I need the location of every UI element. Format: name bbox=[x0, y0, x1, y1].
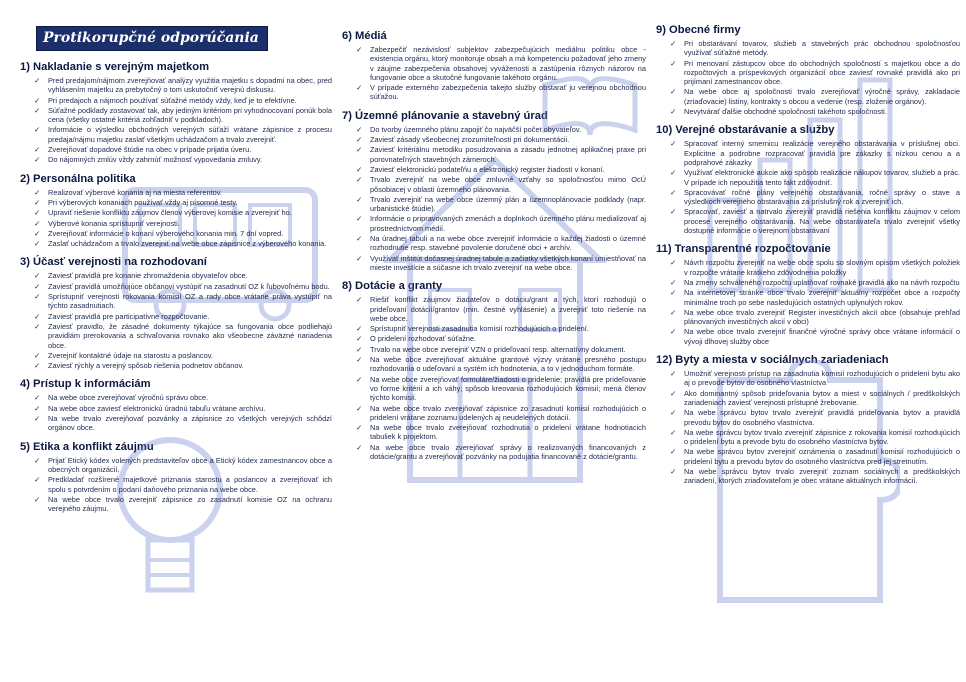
list-item: ✓ Na webe trvalo zverejňovať pozvánky a zápisnice zo všetkých verejných schôdzí orgánov obce. bbox=[34, 414, 332, 433]
list-item: ✓ Na webe obce trvalo zverejňovať zápisnice zo zasadnutí komisií rozhodujúcich o pridelení vrátane zoznamu udelených aj neudelených dotácií. bbox=[356, 404, 646, 423]
list-item: ✓ Na webe správcu bytov trvalo zverejniť pravidlá prideľovania bytov a pravidlá prevodu bytov do osobného vlastníctva. bbox=[670, 408, 960, 427]
list-item: ✓ Zverejňovať dopadové štúdie na obec v prípade prijatia úveru. bbox=[34, 145, 332, 154]
list-item: ✓ Sprístupniť verejnosti rokovania komisií OZ a rady obce vrátane práva vystúpiť na týchto zasadnutiach. bbox=[34, 292, 332, 311]
list-item: ✓ Zverejňovať informácie o konaní výberového konania min. 7 dní vopred. bbox=[34, 229, 332, 238]
list-item: ✓ Zaviesť pravidlá umožňujúce občanovi vystúpiť na zasadnutí OZ k ľubovoľnému bodu. bbox=[34, 282, 332, 291]
list-item: ✓ Na webe obce zverejňovať výročnú správu obce. bbox=[34, 393, 332, 402]
list-item: ✓ Pred predajom/nájmom zverejňovať analýzy využitia majetku s dopadmi na obec, pred vyhlásením majetku za prebytočný o tom uskutočniť verejnú diskusiu. bbox=[34, 76, 332, 95]
section-heading: 7) Územné plánovanie a stavebný úrad bbox=[342, 109, 548, 122]
list-item: ✓ Na webe obce trvalo zverejniť Register investičných akcií obce (obsahuje prehľad plánovaných investičných akcií v obci) bbox=[670, 308, 960, 327]
list-item: ✓ Pri obstarávaní tovarov, služieb a stavebných prác obchodnou spoločnosťou využívať súťažné metódy. bbox=[670, 39, 960, 58]
column-2 bbox=[342, 14, 646, 676]
section-heading: 8) Dotácie a granty bbox=[342, 280, 443, 293]
section-heading: 9) Obecné firmy bbox=[656, 24, 741, 36]
list-item: ✓ Na webe obce trvalo zverejňovať rozhodnutia o pridelení vrátane hodnotiacich tabuliek k projektom. bbox=[356, 423, 646, 442]
list-item: ✓ Zaviesť pravidlá pre participatívne rozpočtovanie. bbox=[34, 312, 332, 321]
list-item: ✓ Zabezpečiť nezávislosť subjektov zabezpečujúcich mediálnu politiku obce - existencia orgánu, ktorý monitoruje obsah a má kompetenciu požadovať jeho zmeny v záujme zabezpečenia obsahovej vyváženosti a zastúpenia rôznych názorov na fungovanie obce a skutočné fungovanie takéhoto orgánu. bbox=[356, 45, 646, 82]
list-item: ✓ Na webe správcu bytov zverejniť oznámenia o zasadnutí komisií rozhodujúcich o pridelení bytu a prevodu bytov do osobného vlastníctva pred jej stretnutím. bbox=[670, 447, 960, 466]
list-item: ✓ Upraviť riešenie konfliktu záujmov členov výberovej komisie a zverejniť ho. bbox=[34, 208, 332, 217]
section-heading: 1) Nakladanie s verejným majetkom bbox=[20, 61, 210, 73]
section-heading: 11) Transparentné rozpočtovanie bbox=[656, 243, 831, 256]
list-item: ✓ O pridelení rozhodovať súťažne. bbox=[356, 334, 646, 343]
list-item: ✓ Spracovať, zaviesť a natrvalo zverejniť pravidlá riešenia konfliktu záujmov v celom procese verejného obstarávania. Na webe obstarávateľa trvalo zverejniť všetky dostupné informácie o verejnom obstarávaní bbox=[670, 207, 960, 235]
section-1 bbox=[20, 61, 332, 165]
section-heading: 5) Etika a konflikt záujmu bbox=[20, 440, 154, 453]
list-item: ✓ Nevytvárať ďalšie obchodné spoločnosti takéhoto spoločnosti. bbox=[670, 107, 960, 116]
list-item: ✓ Informácie o výsledku obchodných verejných súťaží vrátane zápisnice z procesu predaja/nájmu majetku zaslať všetkým uchádzačom a trvalo zverejniť. bbox=[34, 125, 332, 144]
list-item: ✓ Spracovať interný smernicu realizácie verejného obstarávania v príslušnej obci. Explicitne a podrobne rozpracovať pravidlá pre zákazky s nízkou cenou a a podprahové zákazky bbox=[670, 139, 960, 167]
list-item: ✓ Trvalo zverejniť na webe obce územný plán a územnoplánovacie podklady (napr. urbanistické štúdie). bbox=[356, 195, 646, 214]
list-item: ✓ Predkladať rozšírené majetkové priznania starostu a poslancov a zverejňovať ich spolu s potvrdením o podaní daňového priznania na webe obce. bbox=[34, 475, 332, 494]
list-item: ✓ Na úradnej tabuli a na webe obce zverejniť informácie o každej žiadosti o územné rozhodnutie resp. stavebné povolenie doručené obci + archív. bbox=[356, 234, 646, 253]
list-item: ✓ Využívať elektronické aukcie ako spôsob realizácie nákupov tovarov, služieb a prác. V prípade ich nepoužitia tento fakt zdôvodniť. bbox=[670, 168, 960, 187]
section-heading: 12) Byty a miesta v sociálnych zariadeniach bbox=[656, 354, 889, 367]
section-12 bbox=[656, 354, 960, 486]
list-item: ✓ Trvalo na webe obce zverejniť VZN o prideľovaní resp. alternatívny dokument. bbox=[356, 345, 646, 354]
section-heading: 6) Médiá bbox=[342, 30, 387, 42]
list-item: ✓ Na webe obce trvalo zverejňovať správy o realizovaných financovaných z dotácie/grantu a zverejňovať pozvánky na podujatia financované z dotácie/grantu. bbox=[356, 443, 646, 462]
list-item: ✓ Na webe správcu bytov trvalo zverejniť zápisnice z rokovania komisií rozhodujúcich o pridelení bytu a prevode bytu do osobného vlastníctva bytov. bbox=[670, 428, 960, 447]
list-item: ✓ Pri menovaní zástupcov obce do obchodných spoločností s majetkou obce a do rozpočtových a príspevkových organizácií obce zaviesť rovnaké pravidlá ako pri prijímaní zamestnancov obce. bbox=[670, 59, 960, 87]
section-9 bbox=[656, 24, 960, 116]
list-item: ✓ Riešiť konflikt záujmov žiadateľov o dotáciu/grant a tých, ktorí rozhodujú o prideľovaní dotácií/grantov (min. čestné vyhlásenie) a zverejniť toto riešenie na webe obce. bbox=[356, 295, 646, 323]
section-3 bbox=[20, 256, 332, 370]
section-heading: 3) Účasť verejnosti na rozhodovaní bbox=[20, 256, 207, 269]
list-item: ✓ Umožniť verejnosti prístup na zasadnutia komisií rozhodujúcich o pridelení bytu ako aj o prevode bytov do osobného vlastníctva bbox=[670, 369, 960, 388]
section-5 bbox=[20, 441, 332, 514]
list-item: ✓ Na webe správcu bytov trvalo zverejniť zoznam sociálnych a predškolských zariadení, ktorých zriaďovateľom je obec vrátane aktuálnych informácií. bbox=[670, 467, 960, 486]
section-heading: 4) Prístup k informáciám bbox=[20, 378, 151, 391]
list-item: ✓ Na zmeny schváleného rozpočtu uplatňovať rovnaké pravidlá ako na návrh rozpočtu bbox=[670, 278, 960, 287]
list-item: ✓ Na webe obce zverejňovať formuláre/žiadosti o pridelenie; pravidlá pre prideľovanie vo forme kritérií a ich váhy; spôsob kreovania rozhodujúcich komisií; mená členov týchto komisií. bbox=[356, 375, 646, 403]
list-item: ✓ Zaviesť elektronickú podateľňu a elektronický register žiadostí v konaní. bbox=[356, 165, 646, 174]
list-item: ✓ Zaslať uchádzačom a trvalo zverejniť na webe obce zápisnice z výberového konania. bbox=[34, 239, 332, 248]
list-item: ✓ Pri výberových konaniach používať vždy aj písomné testy. bbox=[34, 198, 332, 207]
column-1 bbox=[20, 14, 332, 676]
list-item: ✓ Informácie o pripravovaných zmenách a doplnkoch územného plánu medializovať aj prostredníctvom médií. bbox=[356, 214, 646, 233]
list-item: ✓ V prípade externého zabezpečenia takejto služby obstarať ju verejnou obchodnou súťažou. bbox=[356, 83, 646, 102]
list-item: ✓ Súťažné podklady zostavovať tak, aby jediným kritériom pri vyhodnocovaní ponúk bola cena (všetky ostatné kritériá zohľadniť v podkladoch). bbox=[34, 106, 332, 125]
list-item: ✓ Výberové konania sprístupniť verejnosti. bbox=[34, 219, 332, 228]
section-7 bbox=[342, 110, 646, 272]
section-2 bbox=[20, 173, 332, 249]
list-item: ✓ Návrh rozpočtu zverejniť na webe obce spolu so slovným opisom všetkých položiek v rozpočte vrátane krátkeho zdôvodnenia položky bbox=[670, 258, 960, 277]
list-item: ✓ Do tvorby územného plánu zapojiť čo najväčší počet obyvateľov. bbox=[356, 125, 646, 134]
list-item: ✓ Na webe obce trvalo zverejniť finančné výročné správy obce vrátane informácií o vývoji dlhovej služby obce bbox=[670, 327, 960, 346]
list-item: ✓ Trvalo zverejniť na webe obce zmluvné vzťahy so spoločnosťou mimo OcÚ pôsobiacej v oblasti územného plánovania. bbox=[356, 175, 646, 194]
list-item: ✓ Zaviesť kritériálnu metodiku posudzovania a zásadu jednotnej aplikačnej praxe pri porovnateľných stavebných zámeroch. bbox=[356, 145, 646, 164]
list-item: ✓ Na webe obce zaviesť elektronickú úradnú tabuľu vrátane archívu. bbox=[34, 404, 332, 413]
section-8 bbox=[342, 280, 646, 461]
section-10 bbox=[656, 124, 960, 235]
list-item: ✓ Do nájomných zmlúv vždy zahrnúť možnosť vypovedania zmluvy. bbox=[34, 155, 332, 164]
list-item: ✓ Pri predajoch a nájmoch používať súťažné metódy vždy, keď je to efektívne. bbox=[34, 96, 332, 105]
list-item: ✓ Zaviesť rýchly a verejný spôsob riešenia podnetov občanov. bbox=[34, 361, 332, 370]
list-item: ✓ Zverejniť kontaktné údaje na starostu a poslancov. bbox=[34, 351, 332, 360]
list-item: ✓ Zaviesť pravidlá pre konanie zhromaždenia obyvateľov obce. bbox=[34, 271, 332, 280]
list-item: ✓ Využívať inštitút dočasnej úradnej tabule a začiatky všetkých konaní umiestňovať na mieste investície a súčasne ich trvalo zverejniť na webe obce. bbox=[356, 254, 646, 273]
list-item: ✓ Prijať Etický kódex volených predstaviteľov obce a Etický kódex zamestnancov obce a obecných organizácií. bbox=[34, 456, 332, 475]
list-item: ✓ Ako dominantný spôsob prideľovania bytov a miest v sociálnych / predškolských zariadeniach zaviesť verejnosti prístupné žrebovanie. bbox=[670, 389, 960, 408]
section-heading: 2) Personálna politika bbox=[20, 172, 136, 185]
column-3 bbox=[656, 14, 960, 676]
section-11 bbox=[656, 243, 960, 346]
list-item: ✓ Realizovať výberové konania aj na miesta referentov. bbox=[34, 188, 332, 197]
list-item: ✓ Na webe obce zverejňovať aktuálne grantové výzvy vrátane presného postupu rozhodovania o udeľovaní a systém ich hodnotenia, a to v jednoduchom formáte. bbox=[356, 355, 646, 374]
list-item: ✓ Spracovávať ročné plány verejného obstarávania, ročné správy o stave a výsledkoch verejného obstarávania za príslušný rok a zverejniť ich. bbox=[670, 188, 960, 207]
page-title: Protikorupčné odporúčania bbox=[36, 26, 268, 51]
list-item: ✓ Sprístupniť verejnosti zasadnutia komisií rozhodujúcich o pridelení. bbox=[356, 324, 646, 333]
section-6 bbox=[342, 30, 646, 102]
list-item: ✓ Na webe obce trvalo zverejniť zápisnice zo zasadnutí komisie OZ na ochranu verejného záujmu. bbox=[34, 495, 332, 514]
list-item: ✓ Zaviesť pravidlo, že zásadné dokumenty týkajúce sa fungovania obce podliehajú pravidlám prerokovania a schvaľovania rovnako ako všeobecne záväzné nariadenia obce. bbox=[34, 322, 332, 350]
list-item: ✓ Na internetovej stránke obce trvalo zverejniť aktuálny rozpočet obce a rozpočty minimálne troch po sebe nasledujúcich ostatných uplynulých rokov. bbox=[670, 288, 960, 307]
section-heading: 10) Verejné obstarávanie a služby bbox=[656, 124, 835, 137]
list-item: ✓ Zaviesť zásady všeobecnej zrozumiteľnosti pri dokumentácii. bbox=[356, 135, 646, 144]
list-item: ✓ Na webe obce aj spoločnosti trvalo zverejňovať výročné správy, zakladacie (zriaďovacie) listiny, kontrakty s obcou a vedenie (resp. zloženie orgánov). bbox=[670, 87, 960, 106]
section-4 bbox=[20, 378, 332, 432]
